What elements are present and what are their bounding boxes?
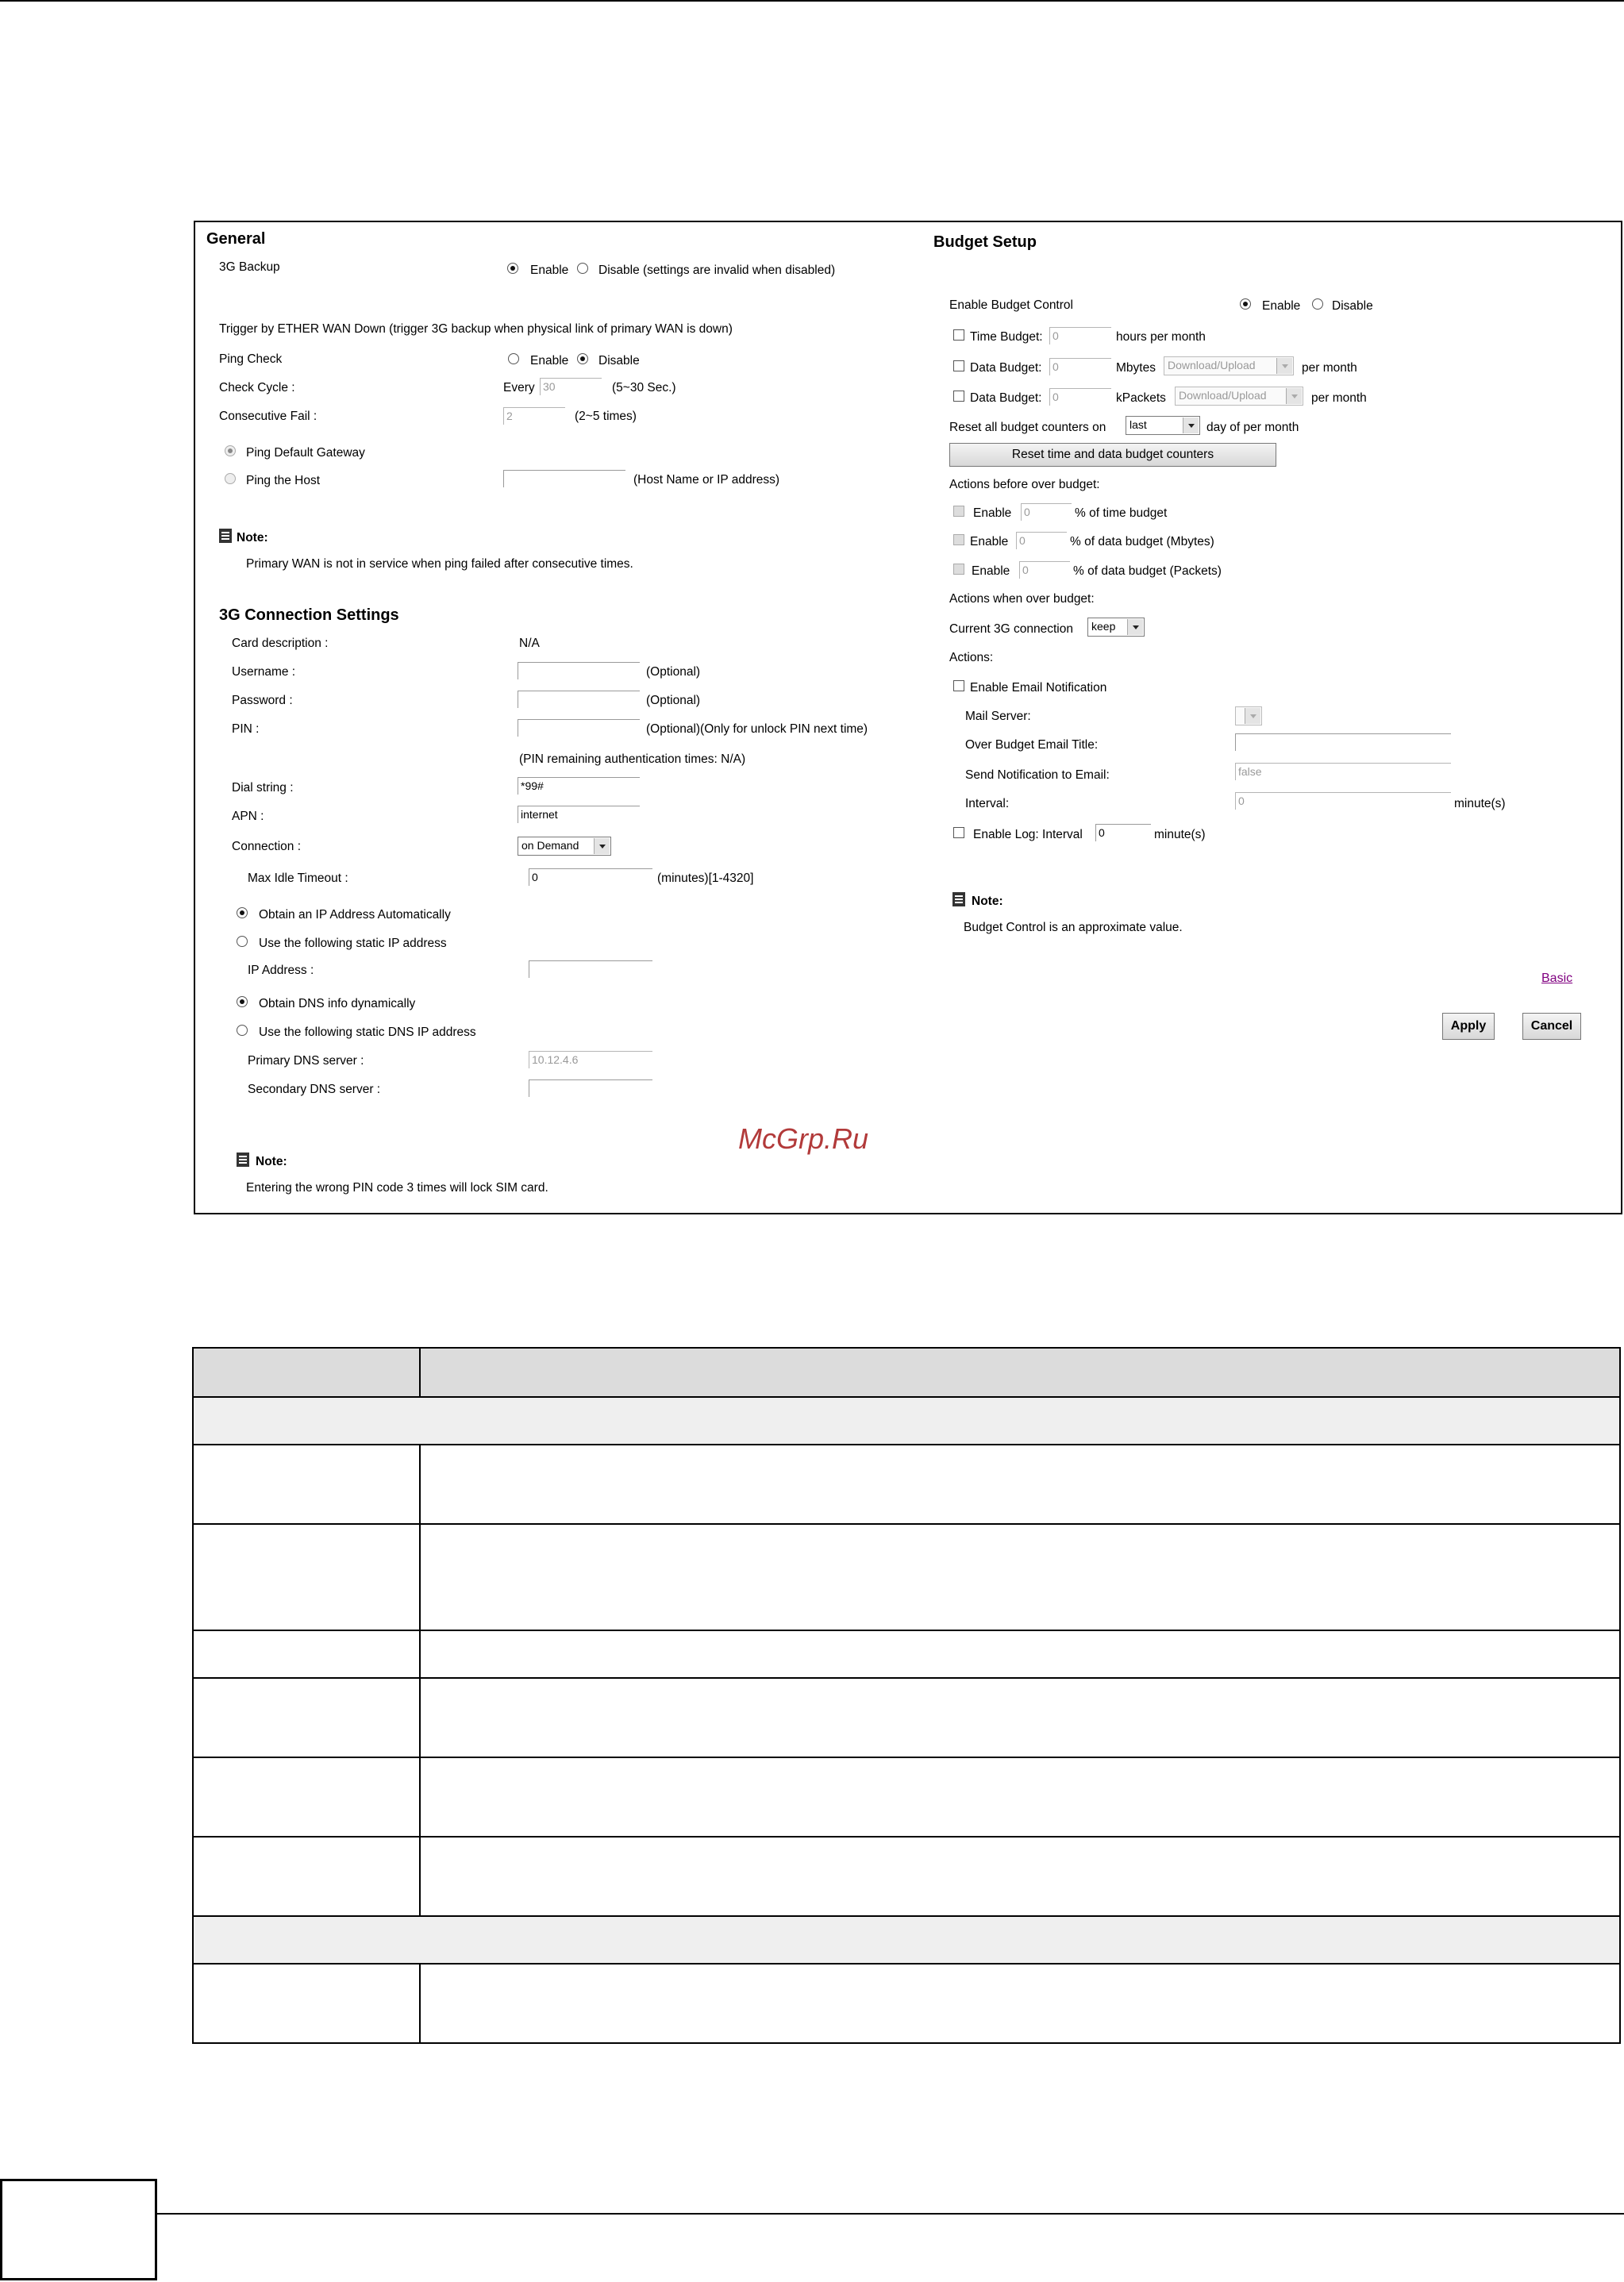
current-conn-label: Current 3G connection	[949, 622, 1073, 636]
ping-host-input[interactable]	[503, 470, 625, 487]
password-input[interactable]	[518, 691, 640, 708]
basic-link[interactable]: Basic	[1541, 972, 1573, 985]
pin-input[interactable]	[518, 719, 640, 737]
obtain-dns-radio[interactable]	[237, 996, 248, 1007]
apn-label: APN :	[232, 810, 264, 823]
log-interval-input[interactable]: 0	[1095, 824, 1151, 841]
budget-enable-label: Enable Budget Control	[949, 298, 1073, 312]
3g-backup-label: 3G Backup	[219, 260, 280, 274]
reset-day-value: last	[1129, 418, 1147, 431]
packets-pct-checkbox[interactable]	[953, 564, 964, 575]
table-row	[193, 1678, 1620, 1757]
footer-rule	[157, 2213, 1624, 2215]
watermark: McGrp.Ru	[738, 1122, 869, 1155]
backup-enable-label: Enable	[530, 264, 569, 277]
mbytes-pct-label: % of data budget (Mbytes)	[1070, 535, 1214, 548]
mail-server-select[interactable]	[1235, 706, 1262, 725]
budget-note-text: Budget Control is an approximate value.	[964, 921, 1183, 934]
password-optional: (Optional)	[646, 694, 701, 707]
mbytes-pct-input[interactable]: 0	[1016, 532, 1067, 549]
email-notif-label: Enable Email Notification	[970, 681, 1107, 695]
reset-suffix: day of per month	[1206, 421, 1299, 434]
email-title-input[interactable]	[1235, 733, 1451, 751]
budget-enable-radio[interactable]	[1240, 298, 1251, 310]
data-budget-checkbox[interactable]	[953, 360, 964, 371]
reset-counters-button[interactable]: Reset time and data budget counters	[949, 443, 1276, 467]
time-budget-unit: hours per month	[1116, 330, 1206, 344]
ping-host-radio[interactable]	[225, 473, 236, 484]
page-number-box	[0, 2179, 157, 2280]
chevron-down-icon	[1127, 619, 1143, 635]
current-conn-select[interactable]	[1087, 618, 1145, 637]
chevron-down-icon	[1276, 358, 1292, 374]
ip-address-label: IP Address :	[248, 964, 314, 977]
table-section-cell	[193, 1916, 1620, 1964]
table-cell	[193, 1445, 420, 1524]
chevron-down-icon	[1183, 418, 1199, 433]
mbytes-pct-checkbox[interactable]	[953, 534, 964, 545]
packets-pct-input[interactable]: 0	[1019, 561, 1070, 579]
host-hint: (Host Name or IP address)	[633, 473, 780, 487]
ping-enable-radio[interactable]	[508, 353, 519, 364]
connection-select[interactable]	[518, 837, 611, 856]
budget-note-title: Note:	[972, 895, 1003, 908]
ping-disable-label: Disable	[598, 354, 640, 368]
packet-budget-unit: kPackets	[1116, 391, 1166, 405]
username-input[interactable]	[518, 662, 640, 679]
actions-when-label: Actions when over budget:	[949, 592, 1095, 606]
3g-backup-screen	[194, 221, 1622, 1214]
table-row	[193, 1757, 1620, 1837]
obtain-dns-label: Obtain DNS info dynamically	[259, 997, 416, 1010]
data-direction-value: Download/Upload	[1168, 359, 1256, 371]
static-ip-label: Use the following static IP address	[259, 937, 447, 950]
check-cycle-label: Check Cycle :	[219, 381, 295, 394]
apn-input[interactable]: internet	[518, 806, 640, 823]
primary-dns-label: Primary DNS server :	[248, 1054, 364, 1068]
budget-enable-text: Enable	[1262, 299, 1301, 313]
data-budget-label: Data Budget:	[970, 361, 1042, 375]
enable-log-label: Enable Log: Interval	[973, 828, 1083, 841]
connection-note-text: Entering the wrong PIN code 3 times will lock SIM card.	[246, 1181, 548, 1195]
table-cell	[193, 1524, 420, 1630]
table-row	[193, 1524, 1620, 1630]
table-row	[193, 1964, 1620, 2043]
time-budget-label: Time Budget:	[970, 330, 1043, 344]
table-section-cell	[193, 1397, 1620, 1445]
connection-note-title: Note:	[256, 1155, 287, 1168]
send-to-input[interactable]: false	[1235, 763, 1451, 780]
table-cell	[193, 1757, 420, 1837]
card-desc-label: Card description :	[232, 637, 329, 650]
table-row	[193, 1630, 1620, 1678]
interval-label: Interval:	[965, 797, 1010, 810]
every-label: Every	[503, 381, 535, 394]
packet-direction-value: Download/Upload	[1179, 389, 1267, 402]
cancel-button[interactable]: Cancel	[1522, 1013, 1581, 1040]
packet-budget-checkbox[interactable]	[953, 391, 964, 402]
idle-input[interactable]: 0	[529, 868, 652, 886]
actions-before-label: Actions before over budget:	[949, 478, 1100, 491]
interval-input[interactable]: 0	[1235, 792, 1451, 810]
actions-label: Actions:	[949, 651, 994, 664]
general-note-title: Note:	[237, 531, 268, 545]
chevron-down-icon	[1286, 388, 1302, 404]
backup-disable-label: Disable (settings are invalid when disabled)	[598, 264, 836, 277]
table-cell	[420, 1678, 1620, 1757]
field-description-table	[192, 1347, 1621, 2044]
consecutive-fail-input[interactable]: 2	[503, 407, 565, 425]
enable-log-checkbox[interactable]	[953, 827, 964, 838]
idle-hint: (minutes)[1-4320]	[657, 872, 754, 885]
log-interval-unit: minute(s)	[1154, 828, 1206, 841]
packet-direction-select[interactable]	[1175, 387, 1303, 406]
ping-disable-radio[interactable]	[577, 353, 588, 364]
general-title: General	[206, 230, 266, 248]
reset-label: Reset all budget counters on	[949, 421, 1106, 434]
consecutive-fail-label: Consecutive Fail :	[219, 410, 317, 423]
connection-select-value: on Demand	[521, 839, 579, 852]
data-per-month: per month	[1302, 361, 1357, 375]
username-label: Username :	[232, 665, 296, 679]
send-to-label: Send Notification to Email:	[965, 768, 1110, 782]
backup-disable-radio[interactable]	[577, 263, 588, 274]
secondary-dns-input[interactable]	[529, 1079, 652, 1097]
general-note-text: Primary WAN is not in service when ping failed after consecutive times.	[246, 557, 633, 571]
static-dns-radio[interactable]	[237, 1025, 248, 1036]
table-cell	[420, 1757, 1620, 1837]
table-row	[193, 1837, 1620, 1916]
mbytes-pct-enable: Enable	[970, 535, 1009, 548]
time-budget-checkbox[interactable]	[953, 329, 964, 341]
ping-host-label: Ping the Host	[246, 474, 321, 487]
current-conn-value: keep	[1091, 620, 1116, 633]
table-header-cell	[420, 1348, 1620, 1397]
time-pct-enable: Enable	[973, 506, 1012, 520]
email-notif-checkbox[interactable]	[953, 680, 964, 691]
table-section-row	[193, 1397, 1620, 1445]
packet-budget-label: Data Budget:	[970, 391, 1042, 405]
packets-pct-label: % of data budget (Packets)	[1073, 564, 1222, 578]
top-rule	[0, 0, 1624, 2]
email-title-label: Over Budget Email Title:	[965, 738, 1099, 752]
mail-server-label: Mail Server:	[965, 710, 1031, 723]
apply-button[interactable]: Apply	[1442, 1013, 1495, 1040]
table-cell	[420, 1445, 1620, 1524]
idle-label: Max Idle Timeout :	[248, 872, 348, 885]
packets-pct-enable: Enable	[972, 564, 1010, 578]
username-optional: (Optional)	[646, 665, 701, 679]
pin-hint: (Optional)(Only for unlock PIN next time)	[646, 722, 868, 736]
packet-per-month: per month	[1311, 391, 1367, 405]
static-ip-radio[interactable]	[237, 936, 248, 947]
chevron-down-icon	[594, 838, 610, 854]
pin-label: PIN :	[232, 722, 260, 736]
data-budget-unit: Mbytes	[1116, 361, 1156, 375]
dial-label: Dial string :	[232, 781, 294, 795]
obtain-ip-radio[interactable]	[237, 907, 248, 918]
data-budget-input[interactable]: 0	[1049, 358, 1111, 375]
dial-input[interactable]: *99#	[518, 777, 640, 795]
budget-title: Budget Setup	[933, 233, 1037, 251]
table-cell	[420, 1524, 1620, 1630]
table-section-row	[193, 1916, 1620, 1964]
budget-disable-radio[interactable]	[1312, 298, 1323, 310]
pin-remaining: (PIN remaining authentication times: N/A)	[519, 752, 746, 766]
table-cell	[193, 1837, 420, 1916]
static-dns-label: Use the following static DNS IP address	[259, 1026, 476, 1039]
reset-day-select[interactable]	[1126, 416, 1200, 435]
table-header-row	[193, 1348, 1620, 1397]
obtain-ip-label: Obtain an IP Address Automatically	[259, 908, 451, 922]
secondary-dns-label: Secondary DNS server :	[248, 1083, 381, 1096]
check-cycle-input[interactable]: 30	[540, 378, 602, 395]
ip-address-input[interactable]	[529, 960, 652, 978]
card-desc-value: N/A	[519, 637, 540, 650]
interval-unit: minute(s)	[1454, 797, 1506, 810]
budget-disable-text: Disable	[1332, 299, 1373, 313]
table-cell	[420, 1837, 1620, 1916]
time-pct-checkbox[interactable]	[953, 506, 964, 517]
chevron-down-icon	[1245, 708, 1260, 724]
packet-budget-input[interactable]: 0	[1049, 388, 1111, 406]
time-pct-input[interactable]: 0	[1021, 503, 1072, 521]
backup-enable-radio[interactable]	[507, 263, 518, 274]
ping-enable-label: Enable	[530, 354, 569, 368]
ping-gateway-radio[interactable]	[225, 445, 236, 456]
note-icon	[219, 529, 232, 543]
consecutive-fail-hint: (2~5 times)	[575, 410, 637, 423]
connection-title: 3G Connection Settings	[219, 606, 399, 624]
table-cell	[420, 1630, 1620, 1678]
table-row	[193, 1445, 1620, 1524]
ping-gateway-label: Ping Default Gateway	[246, 446, 365, 460]
trigger-text: Trigger by ETHER WAN Down (trigger 3G backup when physical link of primary WAN is down)	[219, 322, 733, 336]
primary-dns-input[interactable]: 10.12.4.6	[529, 1051, 652, 1068]
connection-label: Connection :	[232, 840, 302, 853]
ping-check-label: Ping Check	[219, 352, 283, 366]
time-budget-input[interactable]: 0	[1049, 327, 1111, 344]
time-pct-label: % of time budget	[1075, 506, 1168, 520]
table-cell	[193, 1630, 420, 1678]
table-cell	[193, 1678, 420, 1757]
note-icon	[952, 892, 965, 906]
table-cell	[420, 1964, 1620, 2043]
table-cell	[193, 1964, 420, 2043]
data-direction-select[interactable]	[1164, 356, 1294, 375]
table-header-cell	[193, 1348, 420, 1397]
password-label: Password :	[232, 694, 293, 707]
check-cycle-hint: (5~30 Sec.)	[612, 381, 676, 394]
note-icon	[237, 1153, 249, 1167]
